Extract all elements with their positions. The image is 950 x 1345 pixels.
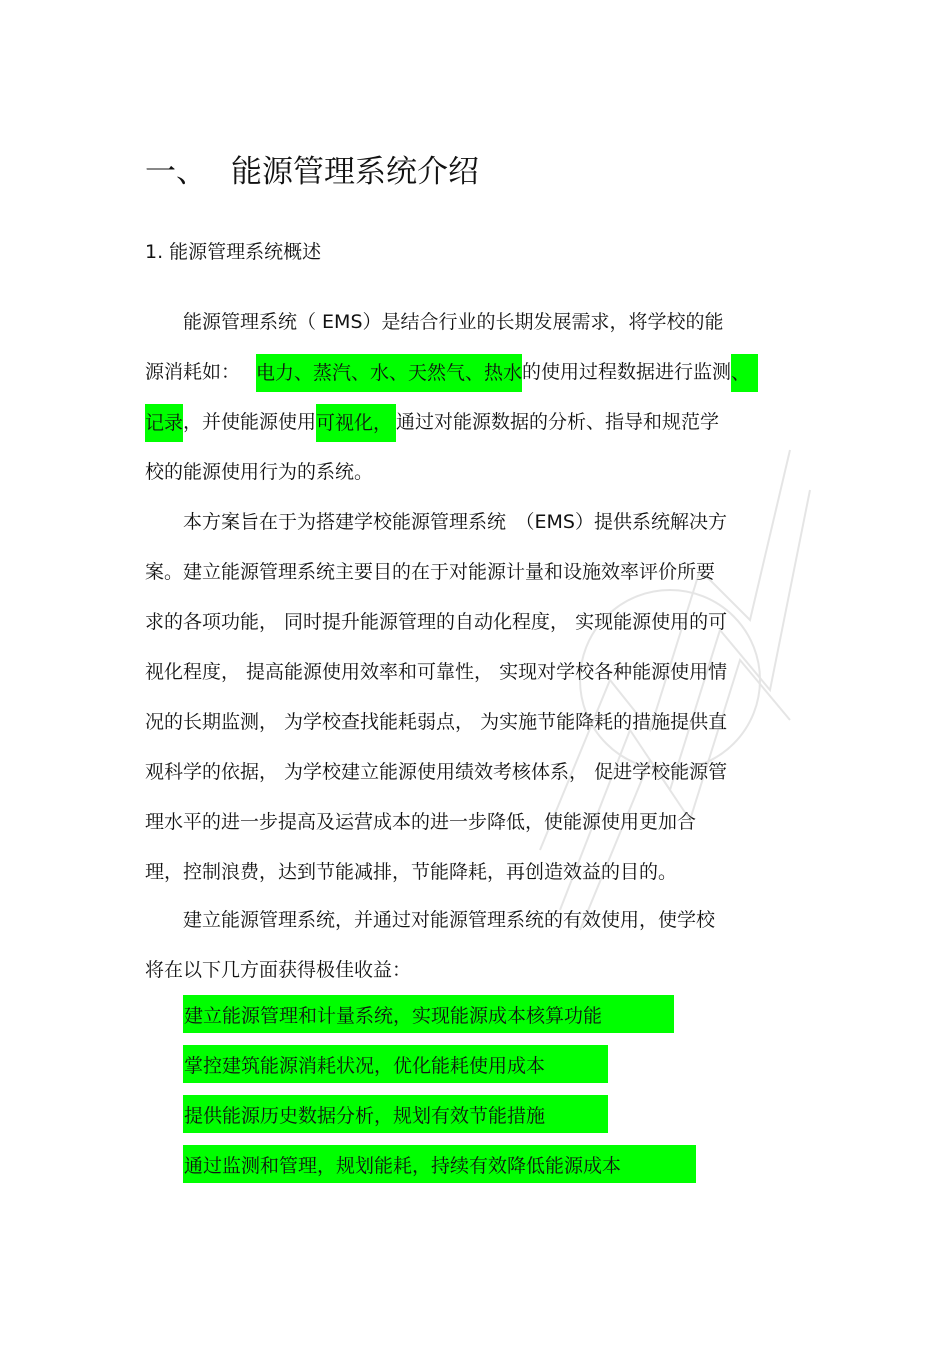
paragraph-line: 求的各项功能， 同时提升能源管理的自动化程度， 实现能源使用的可 bbox=[145, 611, 728, 633]
section-heading bbox=[145, 150, 479, 194]
subsection-heading: 1. 能源管理系统概述 bbox=[145, 241, 322, 263]
list-item: 建立能源管理和计量系统，实现能源成本核算功能 bbox=[183, 995, 674, 1033]
benefit-list bbox=[183, 995, 696, 1195]
text-span: 通过对能源数据的分析、指导和规范学 bbox=[396, 411, 720, 433]
paragraph-line bbox=[145, 397, 815, 447]
paragraph-line: 本方案旨在于为搭建学校能源管理系统 （EMS）提供系统解决方 bbox=[183, 511, 727, 533]
highlighted-text: 、 bbox=[731, 354, 758, 392]
paragraph-intro bbox=[145, 297, 815, 497]
paragraph-solution bbox=[145, 497, 815, 897]
paragraph-line: 理水平的进一步提高及运营成本的进一步降低，使能源使用更加合 bbox=[145, 811, 697, 833]
text-span: ，并使能源使用 bbox=[183, 411, 317, 433]
paragraph-line: 案。建立能源管理系统主要目的在于对能源计量和设施效率评价所要 bbox=[145, 561, 716, 583]
highlighted-text: 可视化， bbox=[316, 404, 396, 442]
highlighted-text: 记录 bbox=[145, 404, 183, 442]
section-number: 一、 bbox=[145, 154, 207, 190]
paragraph-line: 建立能源管理系统，并通过对能源管理系统的有效使用，使学校 bbox=[183, 909, 716, 931]
paragraph-line: 将在以下几方面获得极佳收益： bbox=[145, 959, 412, 981]
text-span: 源消耗如： bbox=[145, 361, 241, 383]
section-title: 能源管理系统介绍 bbox=[231, 154, 479, 190]
paragraph-line: 视化程度， 提高能源使用效率和可靠性， 实现对学校各种能源使用情 bbox=[145, 661, 728, 683]
highlighted-text: 电力、蒸汽、水、天然气、热水 bbox=[256, 354, 522, 392]
text-span: 的使用过程数据进行监测 bbox=[522, 361, 732, 383]
list-item: 提供能源历史数据分析，规划有效节能措施 bbox=[183, 1095, 608, 1133]
paragraph-line: 理，控制浪费，达到节能减排，节能降耗，再创造效益的目的。 bbox=[145, 861, 678, 883]
paragraph-line: 观科学的依据， 为学校建立能源使用绩效考核体系， 促进学校能源管 bbox=[145, 761, 728, 783]
paragraph-line: 能源管理系统（ EMS）是结合行业的长期发展需求，将学校的能 bbox=[183, 311, 724, 333]
paragraph-line: 况的长期监测， 为学校查找能耗弱点， 为实施节能降耗的措施提供直 bbox=[145, 711, 728, 733]
paragraph-line: 校的能源使用行为的系统。 bbox=[145, 461, 374, 483]
paragraph-benefits bbox=[145, 895, 815, 995]
paragraph-line bbox=[145, 347, 815, 397]
list-item: 掌控建筑能源消耗状况，优化能耗使用成本 bbox=[183, 1045, 608, 1083]
list-item: 通过监测和管理，规划能耗，持续有效降低能源成本 bbox=[183, 1145, 696, 1183]
